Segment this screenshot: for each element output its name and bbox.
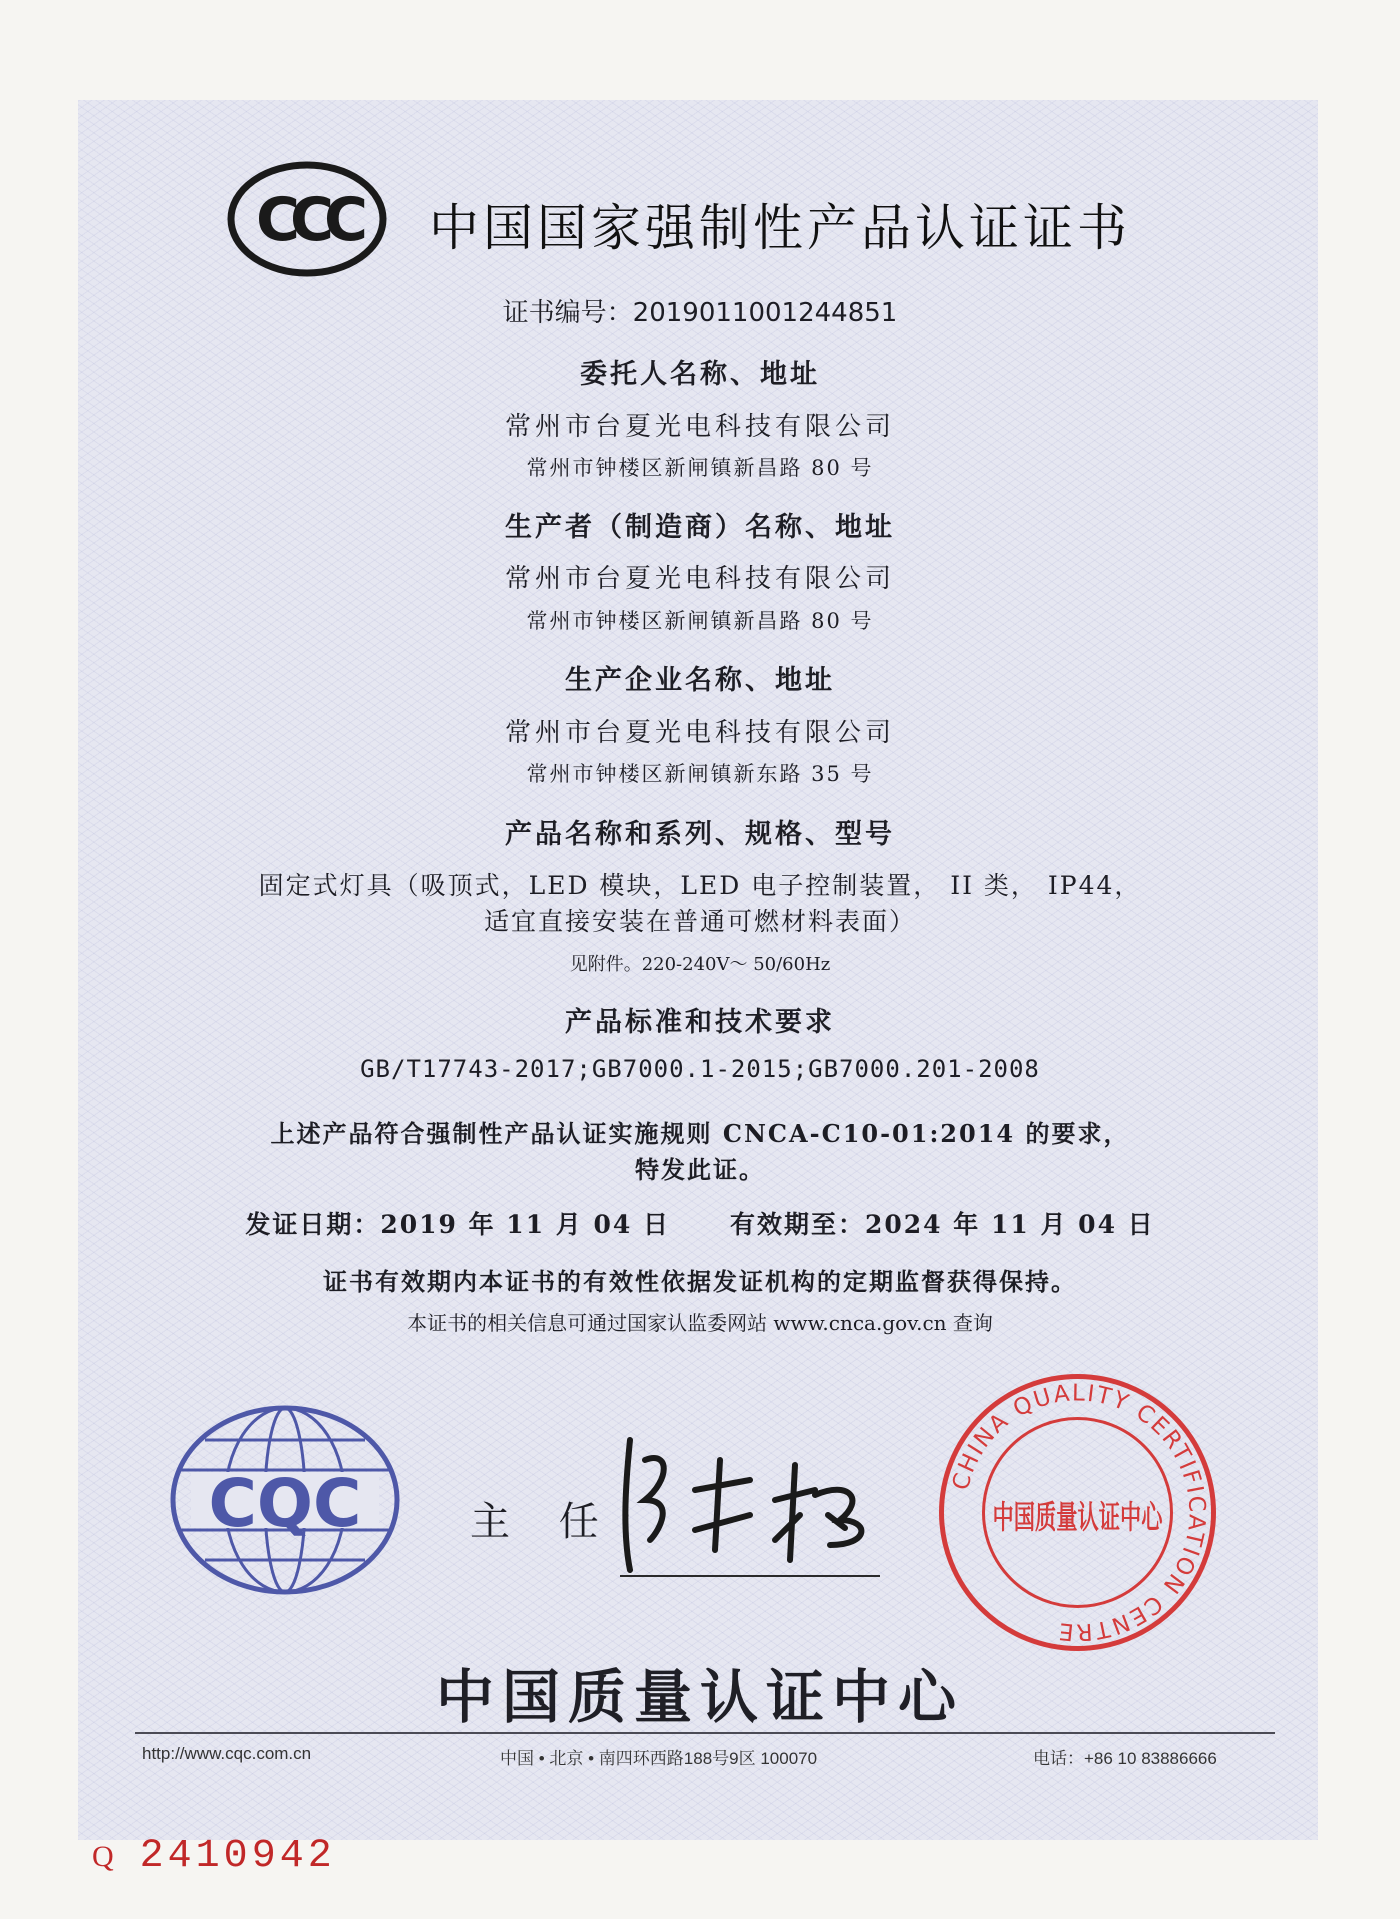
cert-no-value: 2019011001244851 <box>632 298 898 328</box>
product-line-3: 见附件。220-240V～ 50/60Hz <box>569 954 831 975</box>
product-heading: 产品名称和系列、规格、型号 <box>505 819 895 850</box>
website-note: 本证书的相关信息可通过国家认监委网站 www.cnca.gov.cn 查询 <box>407 1311 993 1335</box>
product-line-1: 固定式灯具（吸顶式，LED 模块，LED 电子控制装置， II 类， IP44， <box>258 871 1142 900</box>
factory-name: 常州市台夏光电科技有限公司 <box>504 718 895 748</box>
svg-text:CHINA QUALITY CERTIFICATION CE: CHINA QUALITY CERTIFICATION CENTRE <box>947 1380 1210 1645</box>
certificate-number <box>0 292 1400 329</box>
certification-seal-icon <box>935 1370 1220 1655</box>
applicant-address: 常州市钟楼区新闸镇新昌路 80 号 <box>526 456 874 480</box>
signature-line <box>620 1575 880 1577</box>
serial-prefix: Q <box>92 1840 114 1873</box>
declaration-line-1: 上述产品符合强制性产品认证实施规则 CNCA-C10-01:2014 的要求， <box>270 1119 1130 1148</box>
footer-divider <box>135 1732 1275 1734</box>
standards-heading: 产品标准和技术要求 <box>565 1007 835 1038</box>
standards-value: GB/T17743-2017;GB7000.1-2015;GB7000.201-2008 <box>360 1055 1040 1083</box>
factory-address: 常州市钟楼区新闸镇新东路 35 号 <box>526 762 874 786</box>
manufacturer-address: 常州市钟楼区新闸镇新昌路 80 号 <box>526 609 874 633</box>
director-label: 主 任： <box>470 1499 675 1545</box>
validity-note: 证书有效期内本证书的有效性依据发证机构的定期监督获得保持。 <box>323 1267 1077 1296</box>
product-line-2: 适宜直接安装在普通可燃材料表面） <box>483 907 916 936</box>
cqc-logo-icon <box>165 1400 405 1600</box>
certificate-title: 中国国家强制性产品认证证书 <box>429 199 1131 257</box>
applicant-name: 常州市台夏光电科技有限公司 <box>504 412 895 442</box>
footer-phone: 电话：+86 10 83886666 <box>1033 1749 1217 1768</box>
dates-row <box>0 1205 1400 1241</box>
cert-no-label: 证书编号： <box>502 298 633 328</box>
director-signature-icon <box>600 1420 890 1580</box>
svg-text:CQC: CQC <box>208 1465 362 1542</box>
svg-text:中国质量认证中心: 中国质量认证中心 <box>992 1498 1164 1536</box>
manufacturer-name: 常州市台夏光电科技有限公司 <box>504 564 895 594</box>
footer-address: 中国 • 北京 • 南四环西路188号9区 100070 <box>500 1749 818 1768</box>
serial-value: 2410942 <box>139 1834 336 1879</box>
factory-heading: 生产企业名称、地址 <box>565 665 835 696</box>
issuer-name: 中国质量认证中心 <box>435 1663 964 1731</box>
issue-date: 发证日期：2019 年 11 月 04 日 <box>245 1210 670 1239</box>
manufacturer-heading: 生产者（制造商）名称、地址 <box>505 512 895 543</box>
footer-url: http://www.cqc.com.cn <box>142 1744 312 1763</box>
svg-text:CCC: CCC <box>255 185 359 255</box>
serial-number <box>92 1834 336 1879</box>
expiry-date: 有效期至：2024 年 11 月 04 日 <box>730 1210 1155 1239</box>
declaration-line-2: 特发此证。 <box>635 1155 765 1184</box>
applicant-heading: 委托人名称、地址 <box>580 359 820 390</box>
